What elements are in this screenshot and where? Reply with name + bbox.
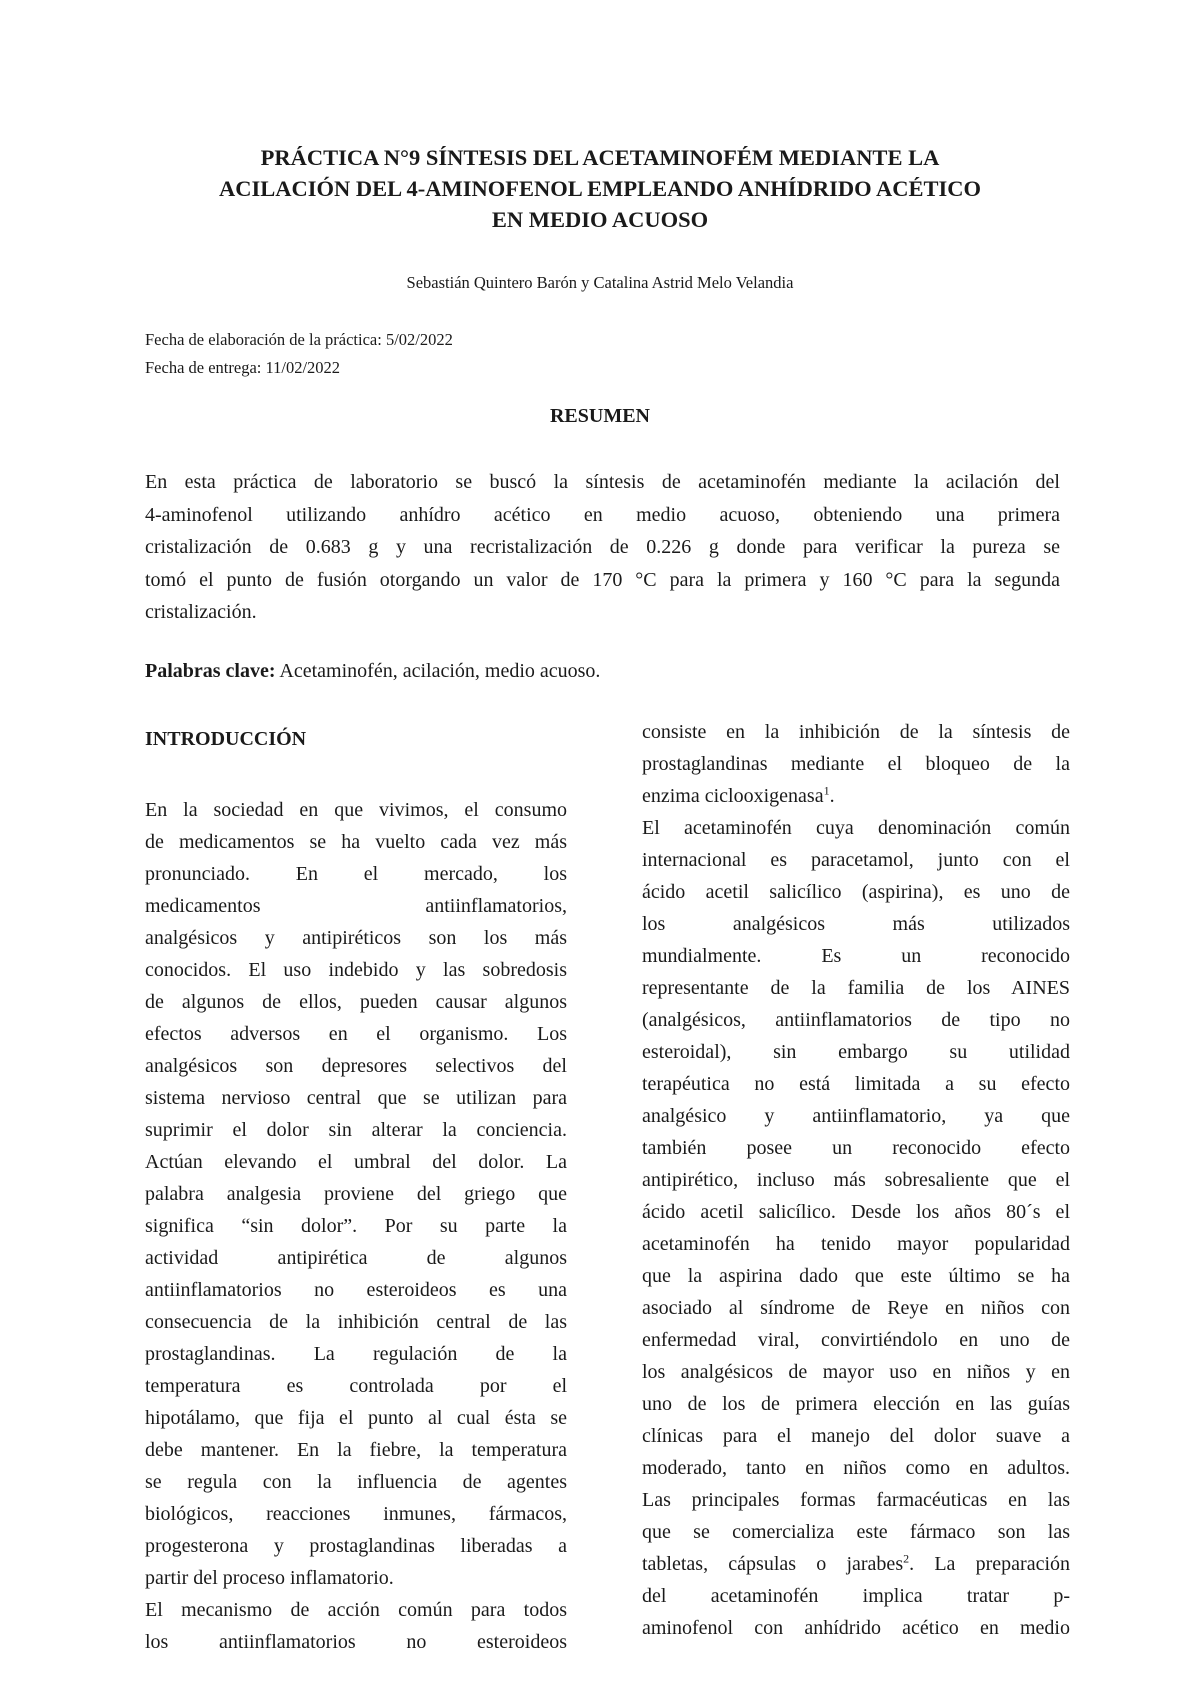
abstract-line: cristalización de 0.683 g y una recristalización de 0.226 g donde para verificar la pureza se	[145, 536, 1060, 558]
paragraph-line	[642, 780, 1070, 812]
citation-1-suffix: .	[829, 785, 835, 807]
paragraph-line: En la sociedad en que vivimos, el consumo	[145, 799, 567, 821]
paragraph-line: acetaminofén ha tenido mayor popularidad	[642, 1233, 1070, 1255]
paper-title	[150, 142, 1050, 235]
paragraph-line: El mecanismo de acción común para todos	[145, 1599, 567, 1621]
paragraph-line: antiinflamatorios no esteroideos es una	[145, 1279, 567, 1301]
citation-2-suffix: . La preparación	[909, 1553, 1071, 1575]
paragraph-line: se regula con la influencia de agentes	[145, 1471, 567, 1493]
paragraph-line: El acetaminofén cuya denominación común	[642, 817, 1070, 839]
paragraph-line: mundialmente. Es un reconocido	[642, 945, 1070, 967]
abstract-line: cristalización.	[145, 601, 257, 623]
paragraph-line: palabra analgesia proviene del griego que	[145, 1183, 567, 1205]
citation-2: 2	[903, 1551, 910, 1566]
paragraph-line: hipotálamo, que fija el punto al cual ésta se	[145, 1407, 567, 1429]
paragraph-line-text: enzima ciclooxigenasa	[642, 785, 824, 807]
paragraph-line: los analgésicos de mayor uso en niños y en	[642, 1361, 1070, 1383]
paragraph-line: que la aspirina dado que este último se ha	[642, 1265, 1070, 1287]
paragraph-line	[642, 1548, 1070, 1580]
abstract-body	[145, 466, 1060, 629]
paragraph-line: enfermedad viral, convirtiéndolo en uno de	[642, 1329, 1070, 1351]
paragraph-line: internacional es paracetamol, junto con el	[642, 849, 1070, 871]
paragraph-line: clínicas para el manejo del dolor suave a	[642, 1425, 1070, 1447]
title-line-2: ACILACIÓN DEL 4-AMINOFENOL EMPLEANDO ANHÍDRIDO ACÉTICO	[219, 176, 981, 201]
paragraph-line: pronunciado. En el mercado, los	[145, 863, 567, 885]
paragraph-line: representante de la familia de los AINES	[642, 977, 1070, 999]
paragraph-line: debe mantener. En la fiebre, la temperatura	[145, 1439, 567, 1461]
elaboration-date: Fecha de elaboración de la práctica: 5/02/2022	[145, 330, 453, 349]
paragraph-line: analgésicos son depresores selectivos del	[145, 1055, 567, 1077]
paragraph-line: progesterona y prostaglandinas liberadas a	[145, 1535, 567, 1557]
abstract-line: 4-aminofenol utilizando anhídro acético en medio acuoso, obteniendo una primera	[145, 503, 1060, 526]
delivery-date: Fecha de entrega: 11/02/2022	[145, 358, 341, 377]
paragraph-line: prostaglandinas. La regulación de la	[145, 1343, 567, 1365]
paragraph-line: de medicamentos se ha vuelto cada vez más	[145, 831, 567, 853]
paragraph-line: ácido acetil salicílico. Desde los años 80´s el	[642, 1201, 1070, 1223]
paragraph-line: partir del proceso inflamatorio.	[145, 1567, 394, 1589]
keywords-label: Palabras clave:	[145, 660, 276, 682]
introduction-heading: INTRODUCCIÓN	[145, 728, 307, 750]
paragraph-line: Actúan elevando el umbral del dolor. La	[145, 1151, 567, 1173]
paragraph-line: actividad antipirética de algunos	[145, 1247, 567, 1269]
paragraph-line: medicamentos antiinflamatorios,	[145, 895, 567, 917]
keywords-text: Acetaminofén, acilación, medio acuoso.	[275, 660, 601, 682]
keywords	[145, 660, 600, 683]
paragraph-line: biológicos, reacciones inmunes, fármacos,	[145, 1503, 567, 1525]
citation-1: 1	[823, 783, 830, 798]
paragraph-line: también posee un reconocido efecto	[642, 1137, 1070, 1159]
paragraph-line: consecuencia de la inhibición central de las	[145, 1311, 567, 1333]
paragraph-line: del acetaminofén implica tratar p-	[642, 1585, 1070, 1607]
paragraph-line: ácido acetil salicílico (aspirina), es uno de	[642, 881, 1070, 903]
abstract-heading: RESUMEN	[549, 405, 650, 427]
paragraph-line: uno de los de primera elección en las guías	[642, 1393, 1070, 1415]
title-line-3: EN MEDIO ACUOSO	[491, 207, 709, 232]
paragraph-line: aminofenol con anhídrido acético en medio	[642, 1617, 1070, 1639]
title-line-1: PRÁCTICA N°9 SÍNTESIS DEL ACETAMINOFÉM MEDIANTE LA	[260, 145, 940, 170]
paragraph-line: asociado al síndrome de Reye en niños con	[642, 1297, 1070, 1319]
paragraph-line: sistema nervioso central que se utilizan para	[145, 1087, 567, 1109]
paragraph-line: terapéutica no está limitada a su efecto	[642, 1073, 1070, 1095]
paragraph-line: moderado, tanto en niños como en adultos.	[642, 1457, 1070, 1479]
paragraph-line: suprimir el dolor sin alterar la conciencia.	[145, 1119, 567, 1141]
paragraph-line: los analgésicos más utilizados	[642, 913, 1070, 935]
paragraph-line: prostaglandinas mediante el bloqueo de la	[642, 753, 1070, 775]
authors: Sebastián Quintero Barón y Catalina Astrid Melo Velandia	[406, 273, 794, 292]
paragraph-line-text: tabletas, cápsulas o jarabes	[642, 1553, 904, 1575]
paragraph-line: analgésicos y antipiréticos son los más	[145, 927, 567, 949]
paragraph-line: analgésico y antiinflamatorio, ya que	[642, 1105, 1070, 1127]
paragraph-line: de algunos de ellos, pueden causar algunos	[145, 991, 567, 1013]
paragraph-line: los antiinflamatorios no esteroideos	[145, 1631, 567, 1653]
paragraph-line: (analgésicos, antiinflamatorios de tipo no	[642, 1009, 1070, 1031]
left-column	[145, 794, 567, 1658]
right-column	[642, 716, 1070, 1644]
paragraph-line: efectos adversos en el organismo. Los	[145, 1023, 567, 1045]
paragraph-line: que se comercializa este fármaco son las	[642, 1521, 1070, 1543]
paragraph-line: esteroidal), sin embargo su utilidad	[642, 1041, 1070, 1063]
abstract-line: tomó el punto de fusión otorgando un valor de 170 °C para la primera y 160 °C para la segunda	[145, 568, 1060, 591]
abstract-line: En esta práctica de laboratorio se buscó la síntesis de acetaminofén mediante la acilación del	[145, 471, 1060, 493]
paragraph-line: Las principales formas farmacéuticas en las	[642, 1489, 1070, 1511]
dates-block	[145, 326, 453, 382]
paragraph-line: conocidos. El uso indebido y las sobredosis	[145, 959, 567, 981]
paragraph-line: temperatura es controlada por el	[145, 1375, 567, 1397]
paragraph-line: significa “sin dolor”. Por su parte la	[145, 1215, 567, 1237]
paragraph-line: antipirético, incluso más sobresaliente que el	[642, 1169, 1070, 1191]
paragraph-line: consiste en la inhibición de la síntesis de	[642, 721, 1070, 743]
